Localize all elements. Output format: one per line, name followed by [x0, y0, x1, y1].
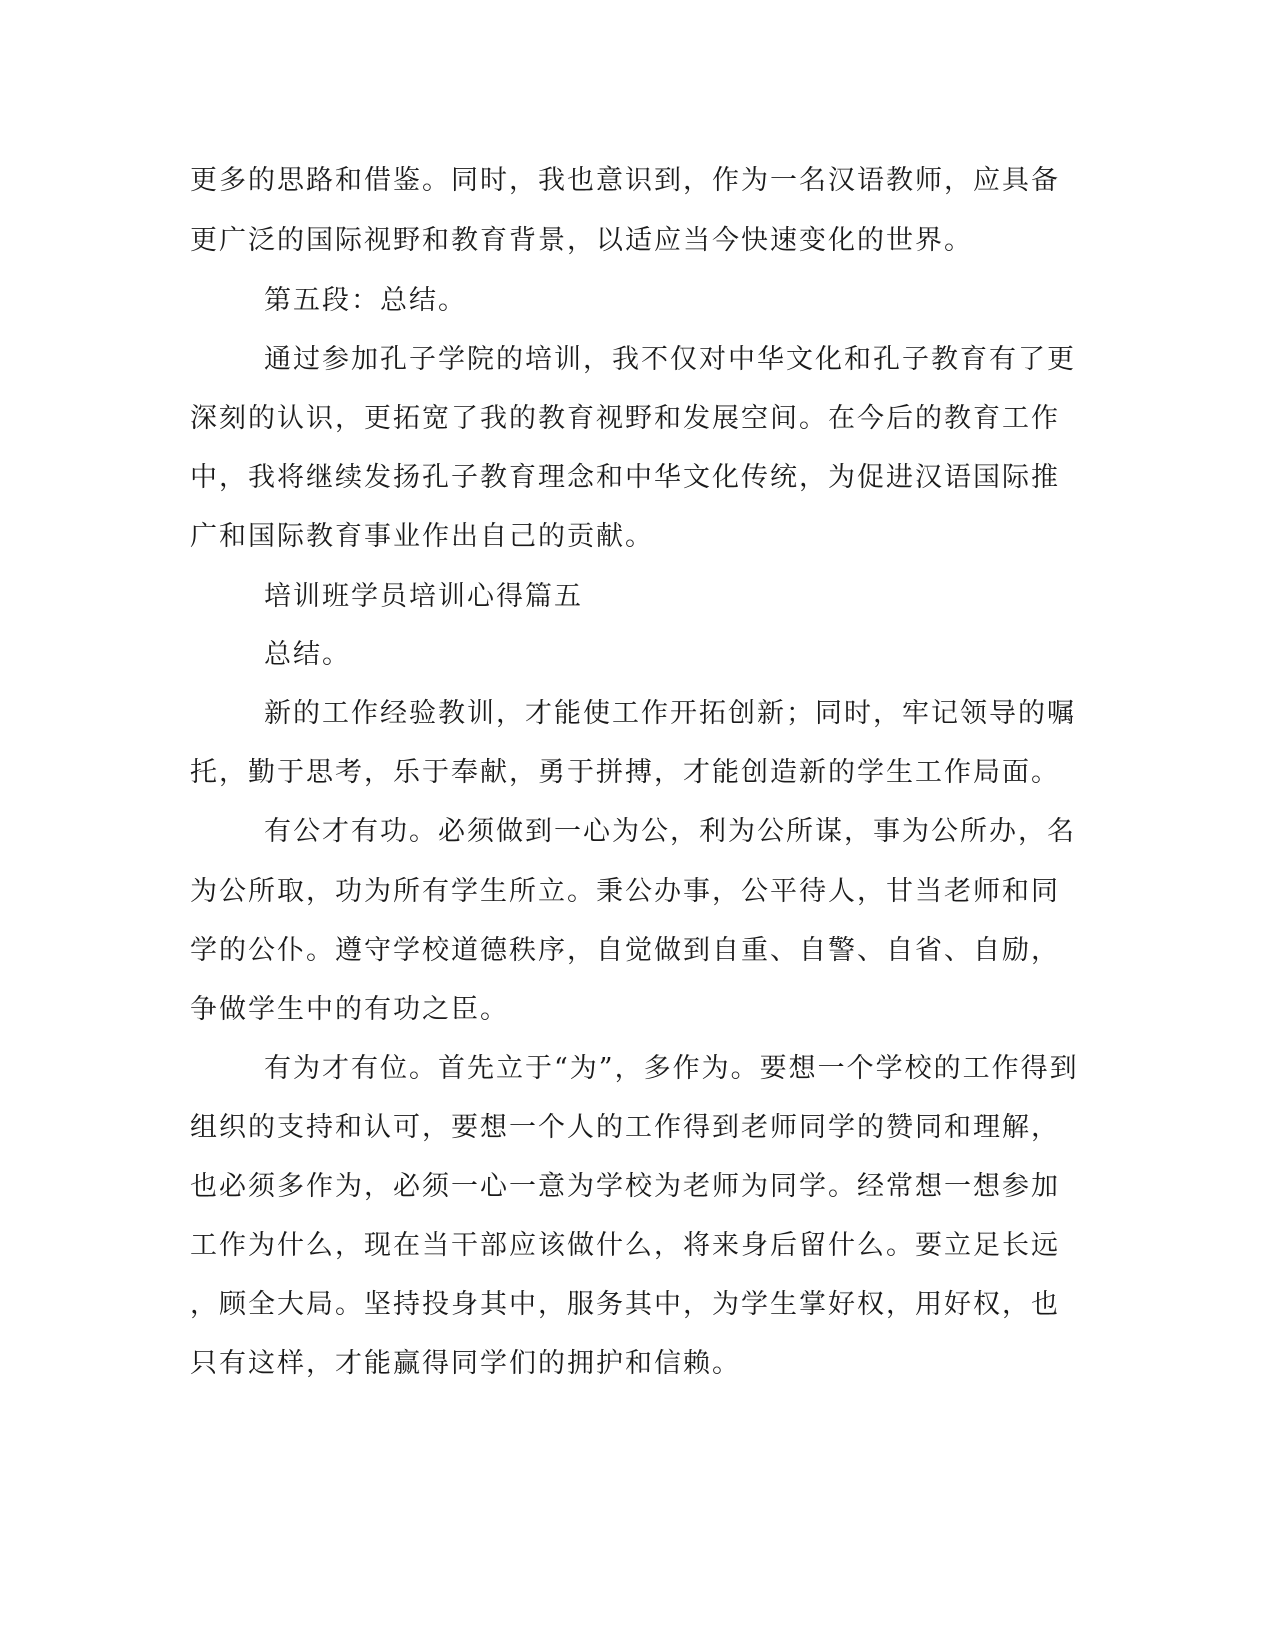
text-line: 也必须多作为，必须一心一意为学校为老师为同学。经常想一想参加: [190, 1171, 1060, 1202]
text-line: 更广泛的国际视野和教育背景，以适应当今快速变化的世界。: [190, 225, 973, 256]
text-line: 深刻的认识，更拓宽了我的教育视野和发展空间。在今后的教育工作: [190, 403, 1060, 434]
text-line: 学的公仆。遵守学校道德秩序，自觉做到自重、自警、自省、自励，: [190, 935, 1060, 966]
text-line: 有公才有功。必须做到一心为公，利为公所谋，事为公所办，名: [264, 816, 1076, 847]
text-line: 中，我将继续发扬孔子教育理念和中华文化传统，为促进汉语国际推: [190, 462, 1060, 493]
article-title: 培训班学员培训心得篇五: [264, 581, 583, 612]
text-line: 广和国际教育事业作出自己的贡献。: [190, 521, 654, 552]
text-line: 通过参加孔子学院的培训，我不仅对中华文化和孔子教育有了更: [264, 344, 1076, 375]
text-line: 更多的思路和借鉴。同时，我也意识到，作为一名汉语教师，应具备: [190, 165, 1060, 196]
text-line: 只有这样，才能赢得同学们的拥护和信赖。: [190, 1348, 741, 1379]
text-line: 新的工作经验教训，才能使工作开拓创新；同时，牢记领导的嘱: [264, 698, 1076, 729]
text-line: 组织的支持和认可，要想一个人的工作得到老师同学的赞同和理解，: [190, 1112, 1060, 1143]
text-line: 为公所取，功为所有学生所立。秉公办事，公平待人，甘当老师和同: [190, 876, 1060, 907]
text-line: ，顾全大局。坚持投身其中，服务其中，为学生掌好权，用好权，也: [190, 1289, 1060, 1320]
section-heading: 总结。: [264, 639, 351, 670]
text-line: 托，勤于思考，乐于奉献，勇于拼搏，才能创造新的学生工作局面。: [190, 757, 1060, 788]
text-line: 有为才有位。首先立于“为”，多作为。要想一个学校的工作得到: [264, 1053, 1079, 1084]
text-line: 工作为什么，现在当干部应该做什么，将来身后留什么。要立足长远: [190, 1230, 1060, 1261]
text-line: 争做学生中的有功之臣。: [190, 994, 509, 1025]
section-heading: 第五段：总结。: [264, 285, 467, 316]
